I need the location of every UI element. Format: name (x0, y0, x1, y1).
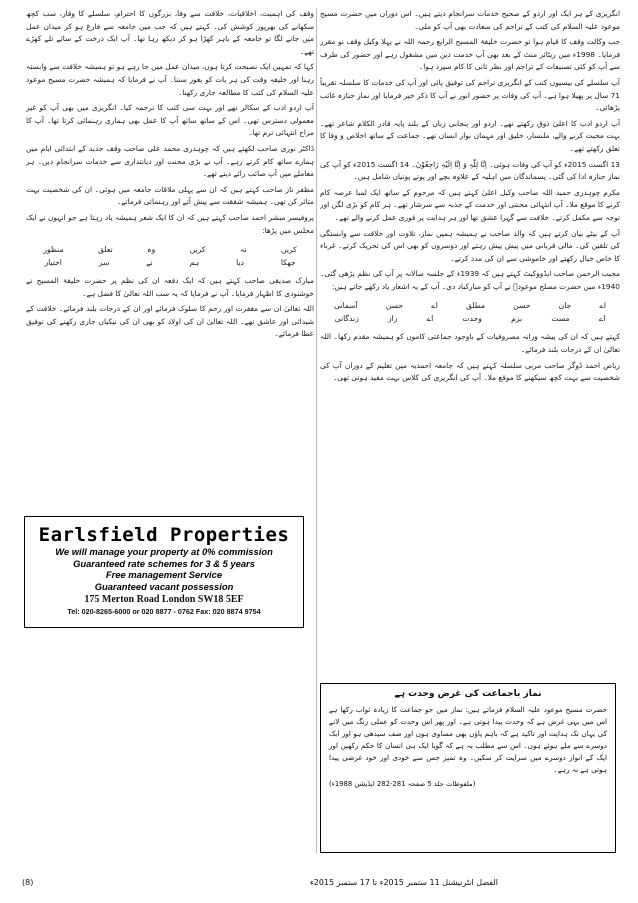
poem-word: دیا (236, 258, 244, 268)
poem-word: وحدت (462, 314, 482, 324)
ad-address: 175 Merton Road London SW18 5EF (84, 594, 244, 605)
poem-line (320, 299, 620, 312)
page-number: (8) (22, 878, 34, 887)
poem-word: اے (598, 314, 606, 324)
poem-word: نے (146, 258, 153, 268)
poem-word: کریں (281, 245, 297, 255)
poem-word: زندگانی (334, 314, 359, 324)
paragraph: کہا کہ تمہیں ایک نصیحت کرتا ہوں، میدان عمل میں جا رہے ہو تو ہمیشہ خلافت سے وابستہ رہنا اور خلیفہ وقت کی ہر بات کو بغور سننا۔ آپ نے فرمایا کہ ہمیشہ حضرت مسیح موعود علیہ السلام کی کتب کا مطالعہ جاری رکھنا۔ (26, 62, 314, 97)
column-divider (316, 8, 317, 853)
poem-word: بزم (511, 314, 523, 324)
ad-telephone: Tel: 020-8265-6000 or 020 8877 - 0762 Fax: 020 8874 9754 (67, 607, 261, 616)
poem-word: حسن (513, 301, 531, 311)
paragraph: پروفیسر مبشر احمد صاحب کہتے ہیں کہ ان کا ایک شعر ہمیشہ یاد رہتا ہے جو انہوں نے ایک مجلس میں پڑھا: (26, 212, 314, 235)
poem-word: راز (387, 314, 398, 324)
poem-word: اے (426, 314, 434, 324)
ad-title: Earlsfield Properties (38, 524, 290, 546)
ad-line: Guaranteed vacant possession (94, 580, 234, 592)
paragraph: آپ سلسلے کی بیسیوں کتب کے انگریزی تراجم کی توفیق پائی اور آپ کی خدمات کا سلسلہ تقریباً 71 سال پر پھیلا ہوا ہے۔ آپ کی وفات پر حضور انور نے آپ کا ذکر خیر فرمایا اور نماز جنازہ غائب پڑھائی۔ (320, 77, 620, 113)
paragraph: مبارک صدیقی صاحب کہتے ہیں کہ ایک دفعہ ان کی نظم پر حضرت خلیفۃ المسیح نے خوشنودی کا اظہار فرمایا۔ آپ نے فرمایا کہ یہ سب اللہ تعالیٰ کا فضل ہے۔ (26, 276, 314, 298)
paragraph: اللہ تعالیٰ ان سے مغفرت اور رحم کا سلوک فرمائے اور ان کے درجات بلند فرمائے۔ خلافت کے شیدائی اور عاشق تھے۔ اللہ تعالیٰ ان کی اولاد کو بھی ان کی نیکیاں جاری رکھنے کی توفیق عطا فرمائے۔ (26, 304, 314, 339)
poem-verse (26, 243, 314, 269)
poem-word: جان (558, 301, 572, 311)
boxed-article-title: نماز باجماعت کی غرض وحدت ہے (394, 689, 542, 699)
poem-word: حسن (385, 301, 404, 311)
poem-word: اے (431, 301, 438, 311)
paragraph: جب وکالت وقف کا قیام ہوا تو حضرت خلیفۃ المسیح الرابع رحمہ اللہ نے پہلا وکیل وقف نو مقرر فرمایا۔ 1998ء میں ریٹائر منٹ کے بعد بھی آپ خدمت دین میں مشغول رہے اور حضور کی طرف سے آپ کو کئی تصنیفات کے تراجم اور نظر ثانی کا کام سپرد ہوا۔ (320, 37, 620, 72)
paragraph: ڈاکٹر نوری صاحب لکھتے ہیں کہ چوہدری محمد علی صاحب وقف جدید کے ابتدائی ایام میں ہمارے ساتھ کام کرتے رہے۔ آپ نے بڑی محنت اور دیانتداری سے خدمات سرانجام دیں۔ ہر معاملے میں آپ صائب رائے دیتے تھے۔ (26, 143, 314, 179)
poem-word: آسمانی (334, 301, 358, 311)
ad-line: Guaranteed rate schemes for 3 & 5 years (73, 557, 255, 569)
ad-line: Free management Service (105, 569, 223, 580)
poem-verse (320, 299, 620, 325)
left-column (26, 8, 314, 515)
poem-word: مست (551, 314, 570, 324)
poem-word: اختیار (44, 258, 62, 268)
poem-word: وہ (147, 245, 156, 255)
boxed-article-source: (ملفوظات جلد 5 صفحہ 281-282 ایڈیشن 1988ء) (329, 780, 476, 788)
poem-line (320, 312, 620, 325)
paragraph: ریاض احمد ڈوگر صاحب مربی سلسلہ کہتے ہیں کہ جامعہ احمدیہ میں تعلیم کے دوران آپ کی شخصیت سے بہت کچھ سیکھنے کا موقع ملا۔ آپ کی انگریزی کی کلاس بہت مفید ہوتی تھی۔ (320, 360, 620, 383)
paragraph: وقف کی اہمیت، اخلاقیات، خلافت سے وفا، بزرگوں کا احترام، سلسلے کا وقار، سب کچھ سکھانے کی بھرپور کوشش کی۔ کہتے ہیں کہ جب میں جامعہ سے فارغ ہو کر میدان عمل میں جانے لگا تو جامعہ کے باہر کھڑا ہو کر دیکھ رہا تھا۔ آپ ایک درخت کے سائے تلے کھڑے تھے۔ (26, 9, 314, 56)
paragraph: انگریزی کے ہر ایک اور اردو کے صحیح خدمات سرانجام دیتے ہیں۔ اس دوران میں حضرت مسیح موعود علیہ السلام کی کتب کے تراجم کی سعادت بھی آپ کو ملی۔ (320, 9, 620, 31)
poem-word: اے (599, 301, 606, 311)
paragraph: مظفر ناز صاحب کہتے ہیں کہ ان سے پہلی ملاقات جامعہ میں ہوئی۔ ان کی شخصیت بہت متاثر کن تھی۔ ہمیشہ شفقت سے پیش آتے اور رہنمائی فرماتے۔ (26, 184, 314, 207)
ad-line: We will manage your property at 0% commission (55, 546, 273, 557)
poem-word: سر (98, 258, 110, 268)
paragraph: 13 اگست 2015ء کو آپ کی وفات ہوئی۔ اِنَّا لِلّٰہِ وَ اِنَّا اِلَیْہِ رَاجِعُوْنَ۔ 14 اگست 2015ء کو آپ کی نماز جنازہ ادا کی گئی۔ پسماندگان میں اہلیہ کے علاوہ بچے اور پوتے پوتیاں شامل ہیں۔ (320, 159, 620, 182)
poem-word: کریں (189, 245, 206, 255)
poem-word: تعلق (98, 245, 113, 255)
poem-word: نہ (239, 245, 247, 255)
poem-word: ہم (189, 258, 200, 268)
paragraph: مجیب الرحمن صاحب ایڈووکیٹ کہتے ہیں کہ 1939ء کے جلسہ سالانہ پر آپ کی نظم پڑھی گئی۔ 1940ء میں حضرت مصلح موعودؓ نے آپ کو مبارکباد دی۔ آپ کے یہ اشعار یاد رکھے جاتے ہیں: (320, 269, 620, 291)
boxed-article (320, 683, 616, 853)
property-advertisement (24, 516, 304, 628)
publication-date-line: الفضل انٹرنیشنل 11 ستمبر 2015ء تا 17 ستمبر 2015ء (309, 878, 498, 887)
page-footer (0, 876, 638, 896)
paragraph: کہتے ہیں کہ ان کی پیشہ ورانہ مصروفیات کے باوجود جماعتی کاموں کو ہمیشہ مقدم رکھا۔ اللہ تعالیٰ ان کے درجات بلند فرمائے۔ (320, 332, 620, 355)
poem-line (26, 243, 314, 256)
poem-word: منظور (43, 245, 64, 255)
poem-word: جھکا (280, 258, 296, 268)
poem-word: مطلق (465, 301, 486, 311)
paragraph: آپ کے بیٹے بیان کرتے ہیں کہ والد صاحب نے ہمیشہ ہمیں نماز، تلاوت اور خلافت سے وابستگی کی تلقین کی۔ مالی قربانی میں پیش پیش رہتے اور دوسروں کو بھی اس کی تحریک کرتے۔ غرباء کا خاص خیال رکھتے اور خاموشی سے ان کی مدد کرتے۔ (320, 228, 620, 263)
paragraph: آپ اردو ادب کا اعلیٰ ذوق رکھتے تھے۔ اردو اور پنجابی زبان کے بلند پایہ قادر الکلام شاعر تھے۔ بہت محبت کرنے والے، ملنسار، خلیق اور مہمان نواز انسان تھے۔ جماعت کے ساتھ اخلاص و وفا کا تعلق رکھتے تھے۔ (320, 118, 620, 153)
paragraph: آپ اردو ادب کے سکالر تھے اور بہت سی کتب کا ترجمہ کیا۔ انگریزی میں بھی آپ کو غیر معمولی دسترس تھی۔ اس کے ساتھ ساتھ آپ کا عمل بھی ہماری رہنمائی کرتا تھا۔ آپ کا مزاج انتہائی نرم تھا۔ (26, 103, 314, 138)
poem-line (26, 256, 314, 269)
paragraph: مکرم چوہدری حمید اللہ صاحب وکیل اعلیٰ کہتے ہیں کہ مرحوم کے ساتھ ایک لمبا عرصہ کام کرنے کا موقع ملا۔ آپ انتہائی محنتی اور خدمت کے جذبہ سے سرشار تھے۔ ہر کام کو بڑی لگن اور توجہ سے مکمل کرتے۔ خلافت سے گہرا عشق تھا اور ہر ہدایت پر فوری عمل کرنے والے تھے۔ (320, 187, 620, 222)
right-paragraphs (320, 8, 620, 293)
boxed-article-body: حضرت مسیح موعود علیہ السلام فرماتے ہیں: نماز میں جو جماعت کا زیادہ ثواب رکھا ہے اس میں یہی غرض ہے کہ وحدت پیدا ہوتی ہے۔ اور پھر اس وحدت کو عملی رنگ میں لانے کی یہاں تک ہدایت اور تاکید ہے کہ باہم پاؤں بھی مساوی ہوں اور صف سیدھی ہو اور ایک دوسرے سے ملے ہوئے ہوں۔ اس سے مطلب یہ ہے کہ گویا ایک ہی انسان کا حکم رکھیں اور ایک کے انوار دوسرے میں سرایت کر سکیں۔ وہ تمیز جس سے خودی اور خود غرضی پیدا ہوتی ہے نہ رہے۔ (329, 705, 607, 774)
